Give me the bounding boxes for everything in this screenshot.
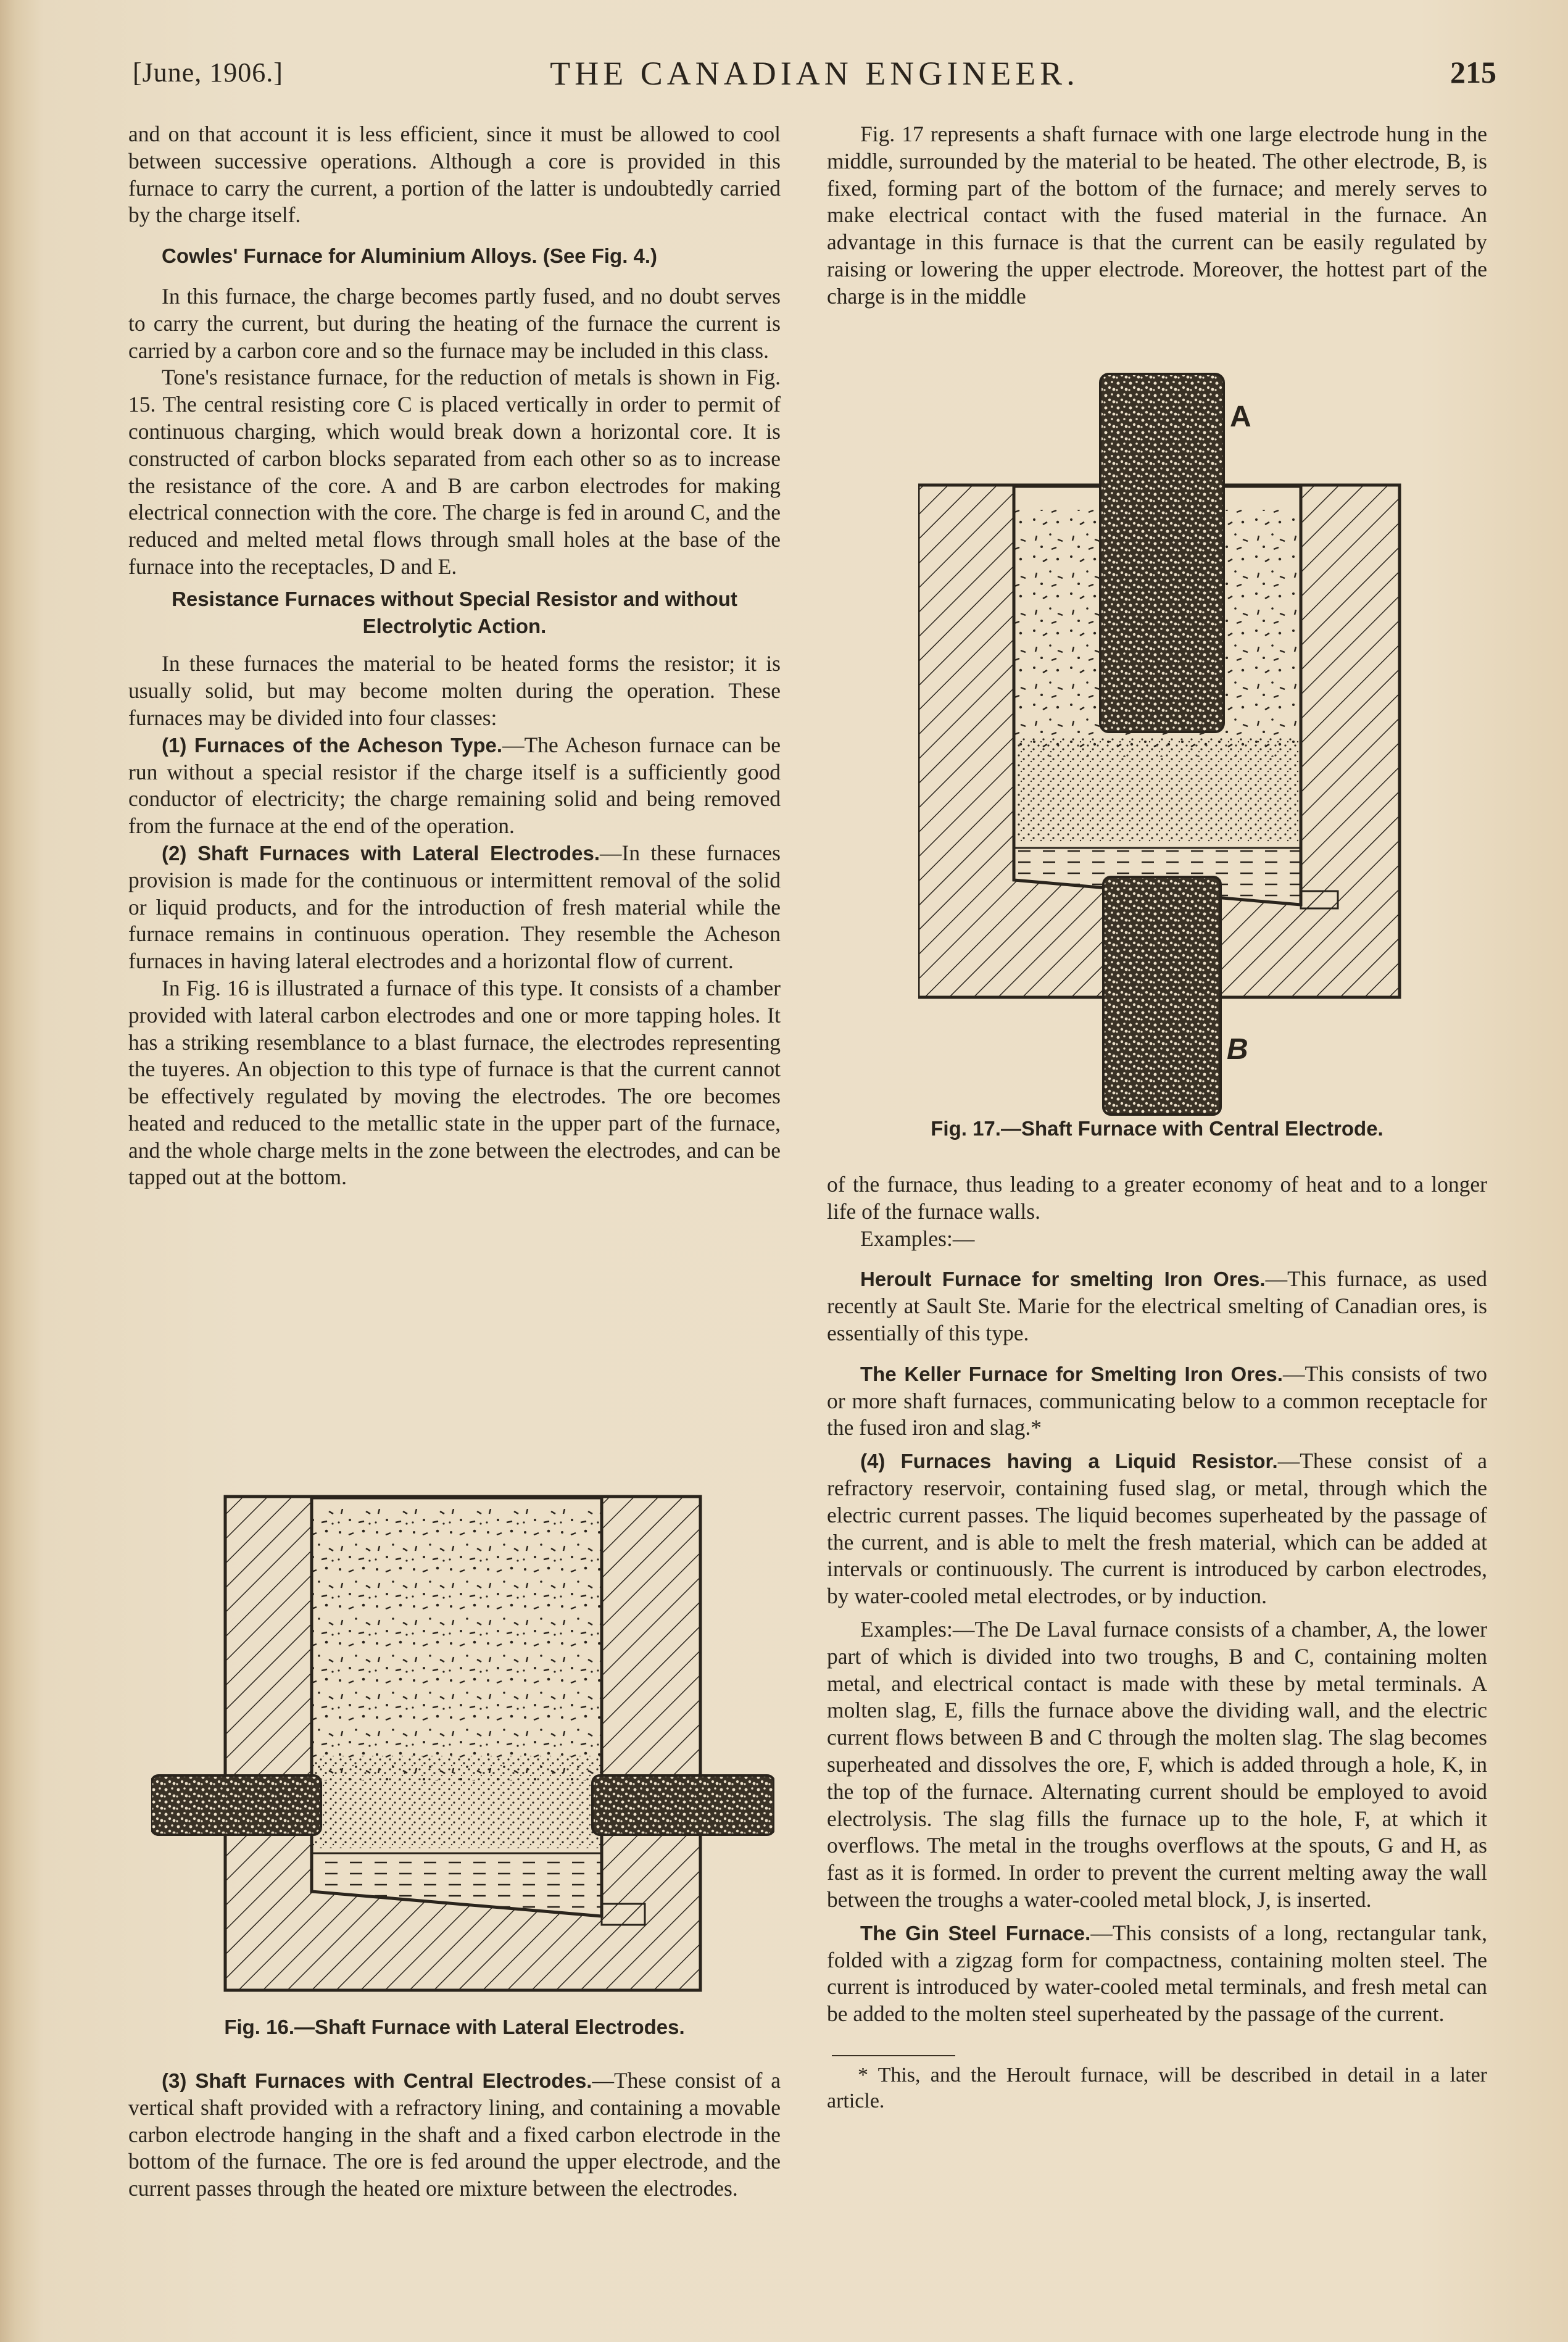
figure-16-diagram bbox=[151, 1490, 774, 2015]
paragraph: and on that account it is less efficient, since it must be allowed to cool between successive operations. Although a core is provided in this furnace to carry the current, a portion of the latter is undoubtedly carried by the charge itself. bbox=[128, 122, 781, 228]
right-column bbox=[827, 121, 1487, 310]
journal-title: THE CANADIAN ENGINEER. bbox=[550, 55, 1079, 92]
paragraph: Tone's resistance furnace, for the reduction of metals is shown in Fig. 15. The central resisting core C is placed vertically in order to permit of continuous charging, which would break down a horizontal core. It is constructed of carbon blocks separated from each other so as to increase the resistance of the core. A and B are carbon electrodes for making electrical connection with the core. The charge is fed in around C, and the reduced and melted metal flows through small holes at the base of the furnace into the receptacles, D and E. bbox=[128, 365, 781, 579]
footnote-rule bbox=[832, 2055, 955, 2056]
paragraph-liquid-resistor: (4) Furnaces having a Liquid Resistor.—These consist of a refractory reservoir, containing fused slag, or metal, through which the electric current passes. The liquid becomes superheated by the passage of the current, and is able to melt the fresh material, which can be added at intervals or continuously. The current is introduced by carbon electrodes, by water-cooled metal electrodes, or by induction. bbox=[827, 1448, 1487, 1609]
paragraph-keller: The Keller Furnace for Smelting Iron Ores.—This consists of two or more shaft furnaces, communicating below to a common receptacle for the fused iron and slag.* bbox=[827, 1361, 1487, 1440]
paragraph-central: (3) Shaft Furnaces with Central Electrodes.—These consist of a vertical shaft provided with a refractory lining, and containing a movable carbon electrode hanging in the shaft and a fixed carbon electrode in the bottom of the furnace. The ore is fed around the upper electrode, and the current passes through the heated ore mixture between the electrodes. bbox=[128, 2068, 781, 2201]
run-in-heading: (3) Shaft Furnaces with Central Electrodes. bbox=[162, 2069, 592, 2092]
left-column bbox=[128, 121, 781, 1191]
paragraph-heroult: Heroult Furnace for smelting Iron Ores.—This furnace, as used recently at Sault Ste. Marie for the electrical smelting of Canadian ores, is essentially of this type. bbox=[827, 1266, 1488, 1345]
right-column-bottom bbox=[827, 1171, 1487, 2114]
paragraph: Examples:—The De Laval furnace consists of a chamber, A, the lower part of which is divided into two troughs, B and C, containing molten metal, and electrical contact is made with these by metal terminals. A molten slag, E, fills the furnace above the dividing wall, and the electric current flows between B and C through the molten slag. The slag becomes superheated and dissolves the ore, F, which is added through a hole, K, in the top of the furnace. Alternating current should be employed to avoid electrolysis. The slag fills the furnace up to the hole, F, at which it overflows. The metal in the troughs overflows at the spouts, G and H, as fast as it is formed. In order to prevent the current melting away the wall between the troughs a water-cooled metal block, J, is inserted. bbox=[827, 1616, 1487, 1912]
figure-17-caption: Fig. 17.—Shaft Furnace with Central Electrode. bbox=[931, 1117, 1383, 1140]
paragraph: of the furnace, thus leading to a greater economy of heat and to a longer life of the furnace walls. bbox=[827, 1172, 1487, 1224]
run-in-heading: (1) Furnaces of the Acheson Type. bbox=[162, 733, 503, 757]
run-in-heading: The Keller Furnace for Smelting Iron Ores. bbox=[860, 1362, 1283, 1385]
paragraph: In Fig. 16 is illustrated a furnace of this type. It consists of a chamber provided with lateral carbon electrodes and one or more tapping holes. It has a striking resemblance to a blast furnace, the electrodes representing the tuyeres. An objection to this type of furnace is that the current cannot be effectively regulated by moving the electrodes. The ore becomes heated and reduced to the metallic state in the upper part of the furnace, and the whole charge melts in the zone between the electrodes, and can be tapped out at the bottom. bbox=[128, 975, 781, 1190]
paragraph: Fig. 17 represents a shaft furnace with one large electrode hung in the middle, surrounded by the material to be heated. The other electrode, B, is fixed, forming part of the bottom of the furnace; and merely serves to make electrical contact with the fused material in the furnace. An advantage in this furnace is that the current can be easily regulated by raising or lowering the upper electrode. Moreover, the hottest part of the charge is in the middle bbox=[827, 122, 1487, 309]
page-number: 215 bbox=[1450, 55, 1496, 89]
run-in-heading: (2) Shaft Furnaces with Lateral Electrodes. bbox=[162, 841, 600, 865]
fig17-label-b: B bbox=[1227, 1033, 1248, 1066]
section-heading-resistance: Resistance Furnaces without Special Resistor and without Electrolytic Action. bbox=[172, 587, 737, 637]
paragraph-lateral: (2) Shaft Furnaces with Lateral Electrodes.—In these furnaces provision is made for the continuous or intermittent removal of the solid or liquid products, and for the introduction of fresh material while the furnace remains in continuous operation. They resemble the Acheson furnaces in having lateral electrodes and a horizontal flow of current. bbox=[128, 840, 781, 974]
run-in-heading: The Gin Steel Furnace. bbox=[860, 1921, 1091, 1945]
paragraph-gin: The Gin Steel Furnace.—This consists of a long, rectangular tank, folded with a zigzag form for compactness, containing molten steel. The current is introduced by water-cooled metal terminals, and fresh metal can be added to the molten steel superheated by the passage of the current. bbox=[827, 1920, 1487, 2027]
run-in-heading: (4) Furnaces having a Liquid Resistor. bbox=[860, 1450, 1278, 1473]
page-header bbox=[133, 57, 1496, 100]
paragraph: Examples:— bbox=[860, 1226, 975, 1251]
issue-date: [June, 1906.] bbox=[133, 57, 283, 88]
footnote: * This, and the Heroult furnace, will be described in detail in a later article. bbox=[827, 2063, 1487, 2112]
figure-16-caption: Fig. 16.—Shaft Furnace with Lateral Electrodes. bbox=[224, 2016, 685, 2038]
run-in-heading: Heroult Furnace for smelting Iron Ores. bbox=[860, 1268, 1266, 1291]
left-column-bottom bbox=[128, 2067, 781, 2203]
figure-17-diagram bbox=[918, 368, 1406, 1121]
paragraph: In these furnaces the material to be heated forms the resistor; it is usually solid, but may become molten during the operation. These furnaces may be divided into four classes: bbox=[128, 651, 781, 730]
paragraph-acheson: (1) Furnaces of the Acheson Type.—The Acheson furnace can be run without a special resistor if the charge itself is a sufficiently good conductor of electricity; the charge remaining solid and being removed from the furnace at the end of the operation. bbox=[128, 732, 781, 839]
section-heading-cowles: Cowles' Furnace for Aluminium Alloys. (See Fig. 4.) bbox=[162, 244, 658, 268]
fig17-label-a: A bbox=[1230, 401, 1251, 433]
paragraph: In this furnace, the charge becomes partly fused, and no doubt serves to carry the current, but during the heating of the furnace the current is carried by a carbon core and so the furnace may be included in this class. bbox=[128, 283, 781, 363]
